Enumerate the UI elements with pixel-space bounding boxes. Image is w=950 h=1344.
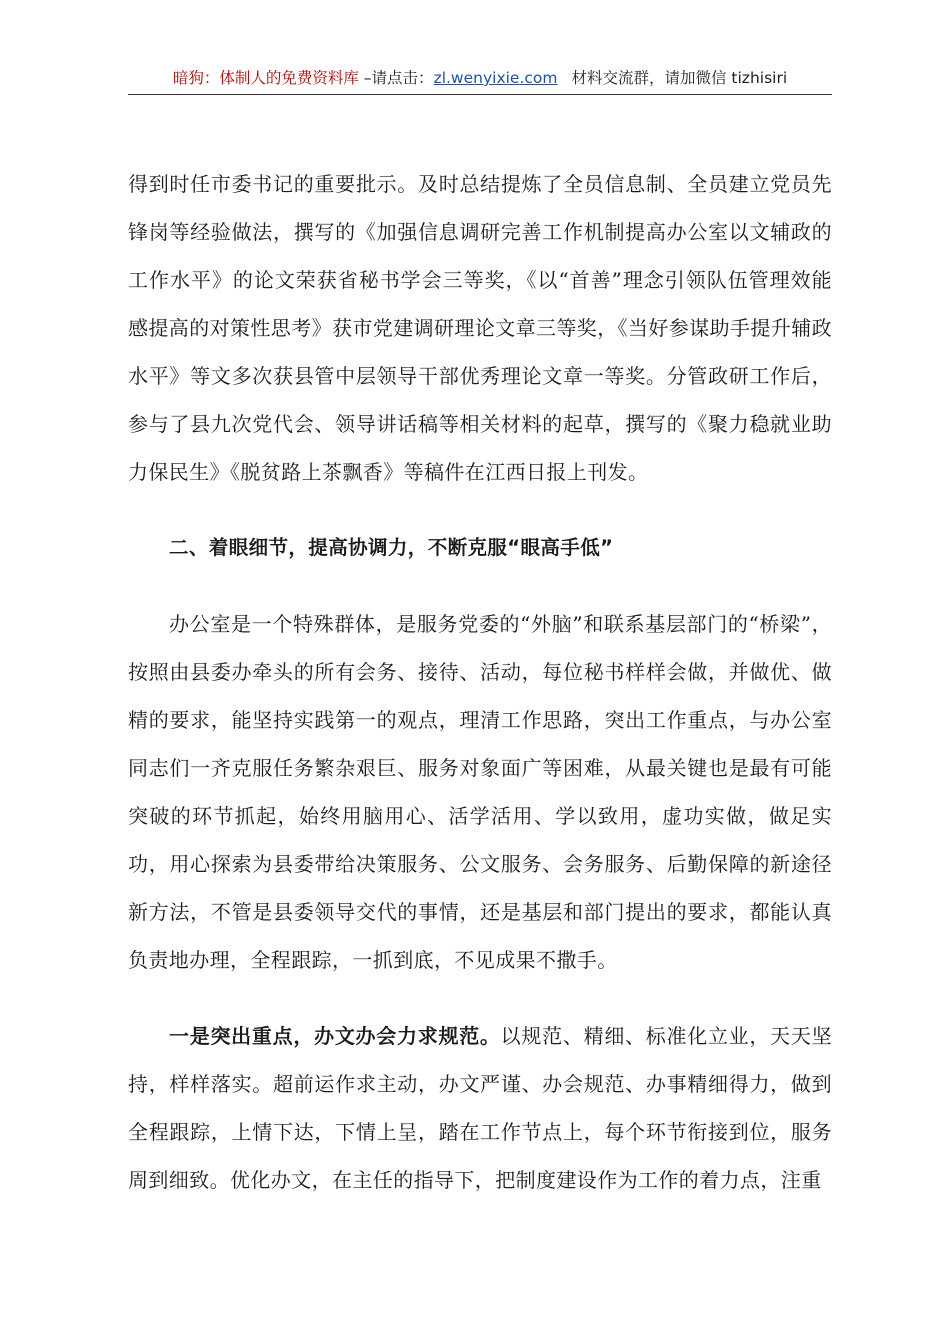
document-body bbox=[128, 160, 832, 1204]
paragraph-3 bbox=[128, 1012, 832, 1204]
page-header bbox=[128, 66, 832, 95]
spacer bbox=[128, 572, 832, 600]
paragraph-3-lead: 一是突出重点，办文办会力求规范。 bbox=[169, 1024, 501, 1048]
paragraph-2: 办公室是一个特殊群体，是服务党委的“外脑”和联系基层部门的“桥梁”，按照由县委办牵头的所有会务、接待、活动，每位秘书样样会做，并做优、做精的要求，能坚持实践第一的观点，理清工作思路，突出工作重点，与办公室同志们一齐克服任务繁杂艰巨、服务对象面广等困难，从最关键也是最有可能突破的环节抓起，始终用脑用心、活学活用、学以致用，虚功实做，做足实功，用心探索为县委带给决策服务、公文服务、会务服务、后勤保障的新途径新方法，不管是县委领导交代的事情，还是基层和部门提出的要求，都能认真负责地办理，全程跟踪，一抓到底，不见成果不撒手。 bbox=[128, 612, 832, 972]
paragraph-3-text: 以规范、精细、标准化立业，天天坚持，样样落实。超前运作求主动，办文严谨、办会规范、办事精细得力，做到全程跟踪，上情下达，下情上呈，踏在工作节点上，每个环节衔接到位，服务周到细致。优化办文，在主任的指导下，把制度建设作为工作的着力点，注重 bbox=[128, 1024, 833, 1192]
header-title: 暗狗：体制人的免费资料库 bbox=[172, 69, 359, 87]
paragraph-1: 得到时任市委书记的重要批示。及时总结提炼了全员信息制、全员建立党员先锋岗等经验做法，撰写的《加强信息调研完善工作机制提高办公室以文辅政的工作水平》的论文荣获省秘书学会三等奖，《以“首善”理念引领队伍管理效能感提高的对策性思考》获市党建调研理论文章三等奖，《当好参谋助手提升辅政水平》等文多次获县管中层领导干部优秀理论文章一等奖。分管政研工作后，参与了县九次党代会、领导讲话稿等相关材料的起草，撰写的《聚力稳就业助力保民生》《脱贫路上茶飘香》等稿件在江西日报上刊发。 bbox=[128, 172, 832, 484]
header-dash: –请点击： bbox=[358, 69, 434, 87]
spacer bbox=[128, 496, 832, 524]
spacer bbox=[128, 984, 832, 1012]
header-note: 材料交流群，请加微信 tizhisiri bbox=[571, 69, 788, 87]
section-heading-2: 二、着眼细节，提高协调力，不断克服“眼高手低” bbox=[169, 536, 614, 559]
header-link[interactable]: zl.wenyixie.com bbox=[433, 69, 558, 87]
